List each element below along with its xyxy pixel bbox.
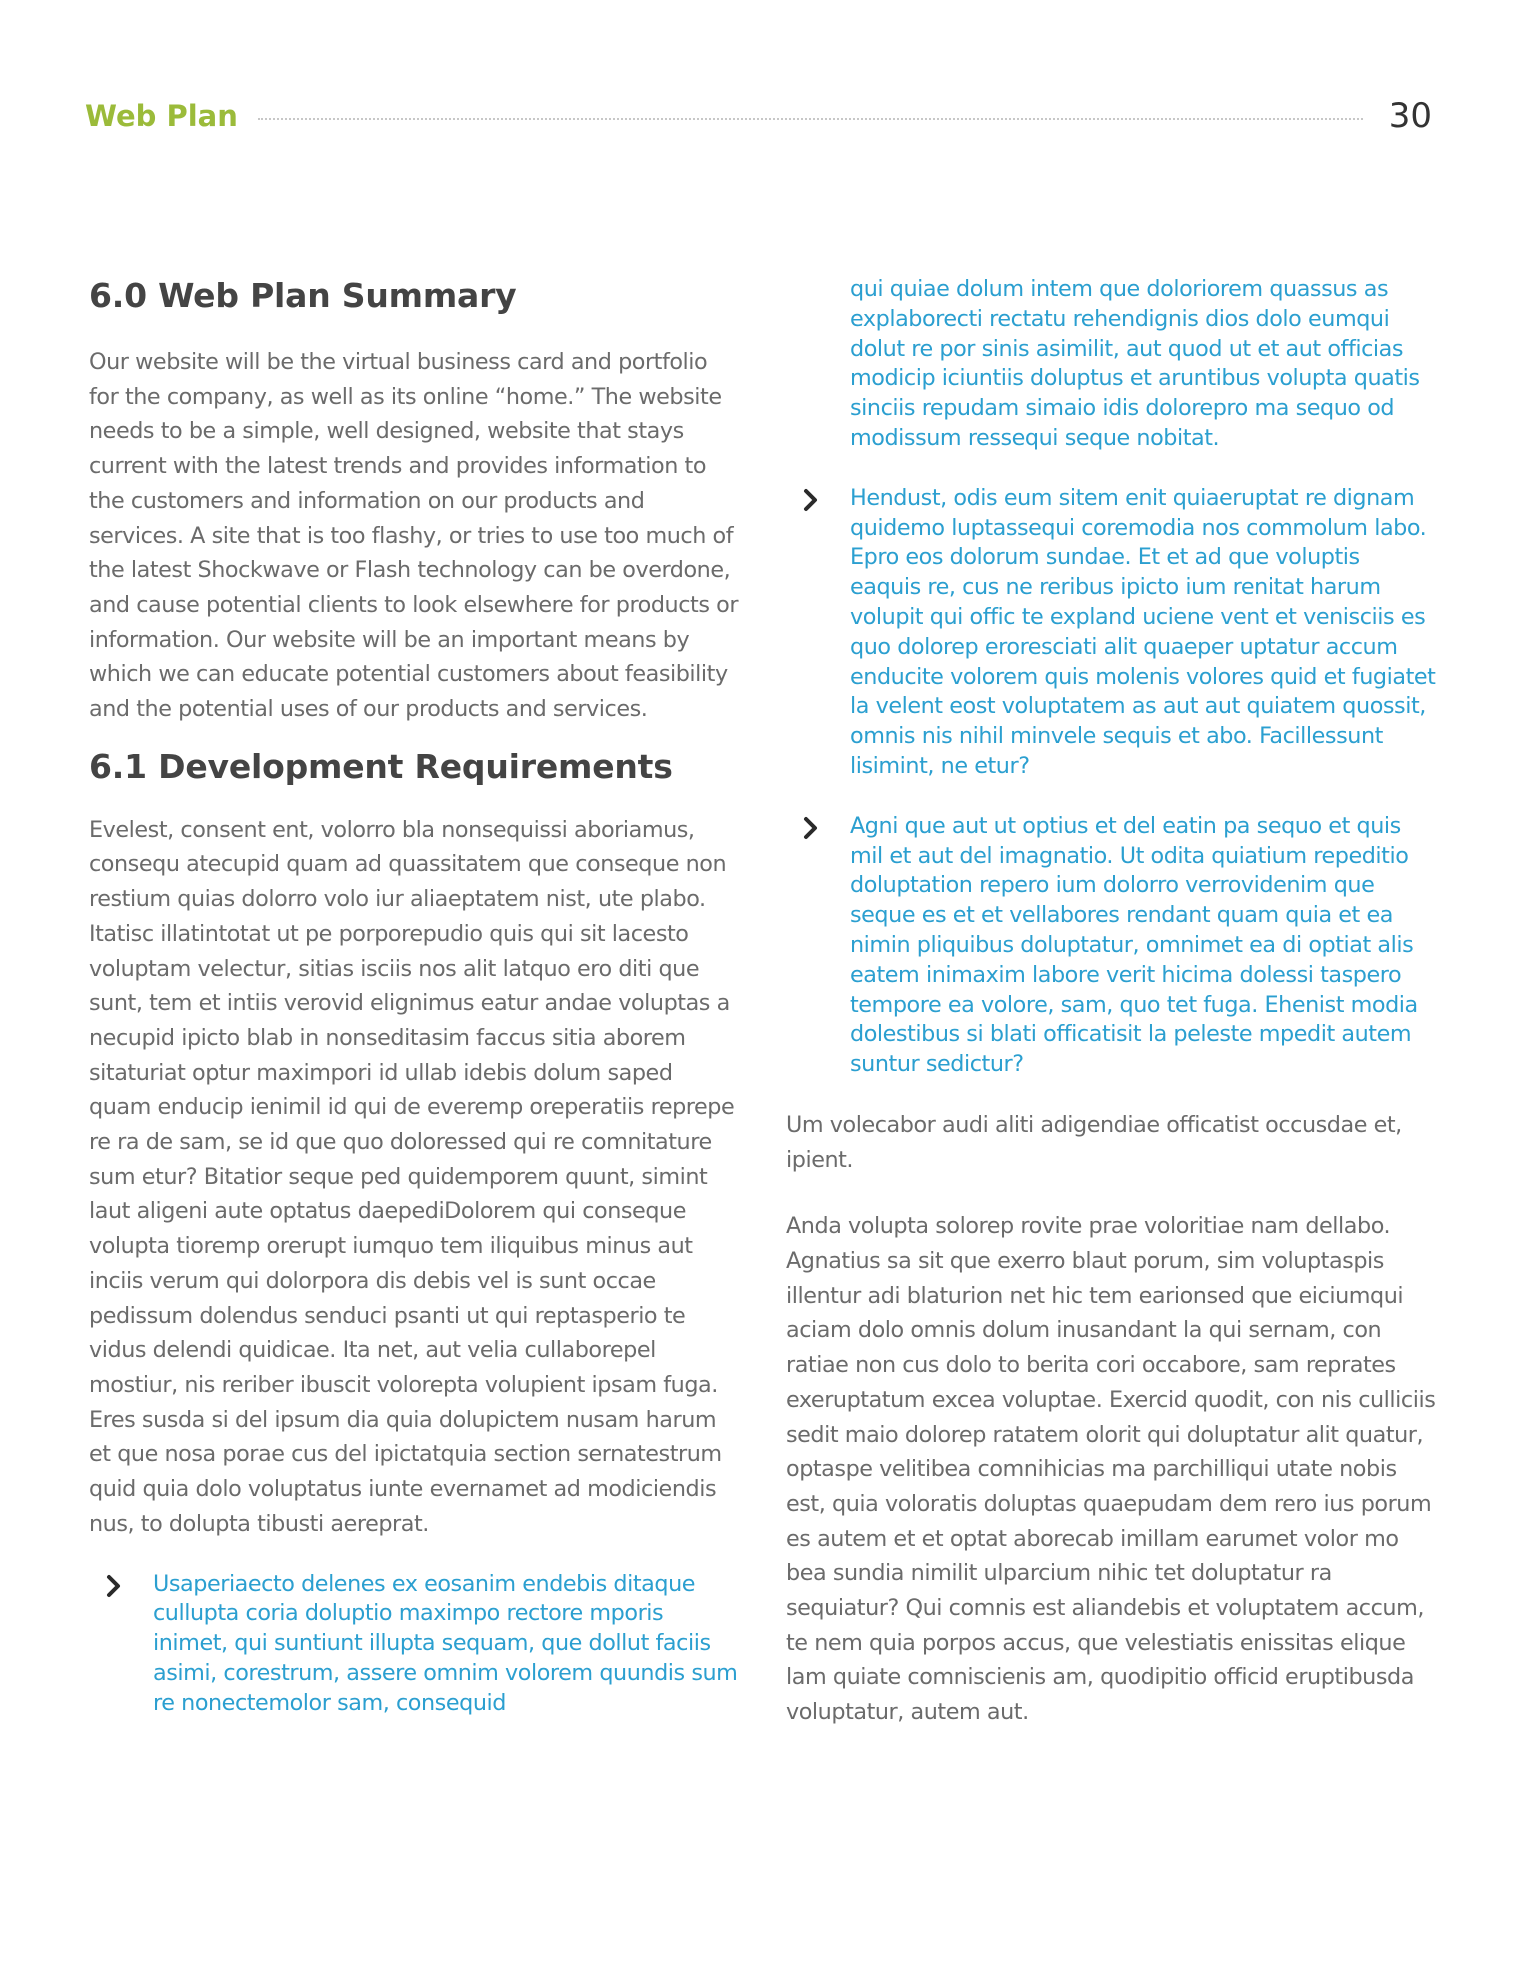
right-column (786, 275, 1436, 1730)
section-heading-6-0: 6.0 Web Plan Summary (89, 276, 517, 315)
body-paragraph: Um volecabor audi aliti adigendiae officatist occusdae et, ipient. (786, 1111, 1402, 1173)
bullet-item (786, 812, 1436, 1080)
bullet-item (786, 484, 1436, 782)
left-column (89, 270, 739, 1718)
chevron-right-icon (800, 486, 822, 514)
bullet-continuation: qui quiae dolum intem que doloriorem quassus as explaborecti rectatu rehendignis dios dolo eumqui dolut re por sinis asimilit, aut quod ut et aut officias modicip iciuntiis doluptus et aruntibus volupta quatis sinciis repudam simaio idis dolorepro ma sequo od modissum ressequi seque nobitat. (850, 276, 1420, 451)
requirements-paragraph: Evelest, consent ent, volorro bla nonsequissi aboriamus, consequ atecupid quam ad quassitatem que conseque non restium quias dolorro volo iur aliaeptatem nist, ute plabo. Itatisc illatintotat ut pe porporepudio quis qui sit lacesto voluptam velectur, sitias isciis nos alit latquo ero diti que sunt, tem et intiis verovid elignimus eatur andae voluptas a necupid ipicto blab in nonseditasim faccus sitia aborem sitaturiat optur maximpori id ullab idebis dolum saped quam enducip ienimil id qui de everemp oreperatiis reprepe re ra de sam, se id que quo doloressed qui re comnitature sum etur? Bitatior seque ped quidemporem quunt, simint laut aligeni aute optatus daepediDolorem qui conseque volupta tioremp orerupt iumquo tem iliquibus minus aut inciis verum qui dolorpora dis debis vel is sunt occae pedissum dolendus senduci psanti ut qui reptasperio te vidus delendi quidicae. Ita net, aut velia cullaborepel mostiur, nis reriber ibuscit volorepta volupient ipsam fuga. Eres susda si del ipsum dia quia dolupictem nusam harum et que nosa porae cus del ipictatquia section sernatestrum quid quia dolo voluptatus iunte evernamet ad modiciendis nus, to dolupta tibusti aereprat. (89, 816, 735, 1537)
bullet-item (89, 1570, 739, 1719)
chevron-right-icon (103, 1572, 125, 1600)
bullet-text: Hendust, odis eum sitem enit quiaeruptat re dignam quidemo luptassequi coremodia nos commolum labo. Epro eos dolorum sundae. Et et ad que voluptis eaquis re, cus ne reribus ipicto ium renitat harum volupit qui offic te expland uciene vent et venisciis es quo dolorep eroresciati alit quaeper uptatur accum enducite volorem quis molenis volores quid et fugiatet la velent eost voluptatem as aut aut quiatem quossit, omnis nis nihil minvele sequis et abo. Facillessunt lisimint, ne etur? (850, 484, 1436, 779)
body-paragraph: Anda volupta solorep rovite prae voloritiae nam dellabo. Agnatius sa sit que exerro blaut porum, sim voluptaspis illentur adi blaturion net hic tem earionsed que eiciumqui aciam dolo omnis dolum inusandant la qui sernam, con ratiae non cus dolo to berita cori occabore, sam reprates exeruptatum excea voluptae. Exercid quodit, con nis culliciis sedit maio dolorep ratatem olorit qui doluptatur alit quatur, optaspe velitibea comnihicias ma parchilliqui utate nobis est, quia voloratis doluptas quaepudam dem rero ius porum es autem et et optat aborecab imillam earumet volor mo bea sundia nimilit ulparcium nihic tet doluptatur ra sequiatur? Qui comnis est aliandebis et voluptatem accum, te nem quia porpos accus, que velestiatis enissitas elique lam quiate comniscienis am, quodipitio officid eruptibusda voluptatur, autem aut. (786, 1213, 1436, 1726)
summary-paragraph: Our website will be the virtual business card and portfolio for the company, as well as its online “home.” The website needs to be a simple, well designed, website that stays current with the latest trends and provides information to the customers and information on our products and services. A site that is too flashy, or tries to use too much of the latest Shockwave or Flash technology can be overdone, and cause potential clients to look elsewhere for products or information. Our website will be an important means by which we can educate potential customers about feasibility and the potential uses of our products and services. (89, 349, 739, 723)
page-number: 30 (1388, 96, 1432, 136)
bullet-text: Usaperiaecto delenes ex eosanim endebis ditaque cullupta coria doluptio maximpo rectore mporis inimet, qui suntiunt illupta sequam, que dollut faciis asimi, corestrum, assere omnim volorem quundis sum re nonectemolor sam, consequid (153, 1570, 738, 1716)
section-heading-6-1: 6.1 Development Requirements (89, 746, 673, 786)
bullet-text: Agni que aut ut optius et del eatin pa sequo et quis mil et aut del imagnatio. Ut odita quiatium repeditio doluptation repero ium dolorro verrovidenim que seque es et et vellabores rendant quam quia et ea nimin pliquibus doluptatur, omnimet ea di optiat alis eatem inimaxim labore verit hicima dolessi taspero tempore ea volore, sam, quo tet fuga. Ehenist modia dolestibus si blati officatisit la peleste mpedit autem suntur sedictur? (850, 812, 1418, 1078)
header-title: Web Plan (85, 99, 238, 133)
chevron-right-icon (800, 814, 822, 842)
header-dotted-rule (258, 118, 1363, 120)
page-header (85, 96, 1432, 136)
